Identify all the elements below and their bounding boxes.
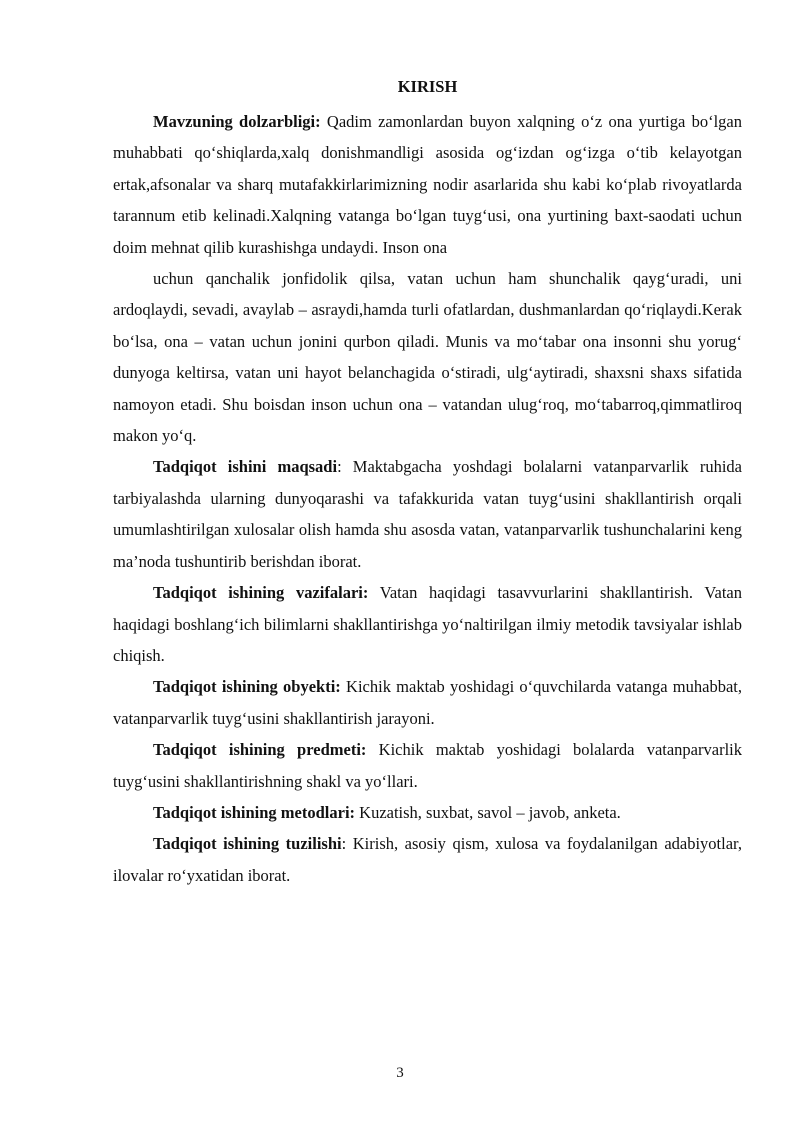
paragraph-text: : Kirish, asosiy qism, xulosa va foydalanilgan adabiyotlar, ilovalar ro‘yxatidan iborat.	[113, 834, 742, 885]
paragraph-subject	[113, 734, 742, 797]
paragraph-lead: Tadqiqot ishining obyekti:	[153, 677, 341, 697]
paragraph-relevance	[113, 106, 742, 263]
paragraph-methods	[113, 797, 742, 828]
page-number: 3	[396, 1065, 404, 1081]
paragraph-text: : Maktabgacha yoshdagi bolalarni vatanparvarlik ruhida tarbiyalashda ularning dunyoqarashi va tafakkurida vatan tuyg‘usini shakllantirish orqali umumlashtirilgan xulosalar olish hamda shu asosda vatan, vatanparvarlik tushunchalarini keng ma’noda tushuntirib berishdan iborat.	[113, 457, 742, 571]
paragraph-lead: Tadqiqot ishining predmeti:	[153, 740, 367, 760]
paragraph-lead: Mavzuning dolzarbligi:	[153, 112, 321, 131]
paragraph-text: Vatan haqidagi tasavvurlarini shakllantirish. Vatan haqidagi boshlang‘ich bilimlarni shakllantirishga yo‘naltirilgan ilmiy metodik tavsiyalar ishlab chiqish.	[113, 583, 742, 665]
paragraph-object	[113, 671, 742, 734]
paragraph-goal	[113, 451, 742, 577]
paragraph-text: Kuzatish, suxbat, savol – javob, anketa.	[355, 802, 621, 822]
paragraph-tasks	[113, 577, 742, 671]
paragraph-lead: Tadqiqot ishining tuzilishi	[153, 834, 342, 854]
paragraph-lead: Tadqiqot ishining metodlari:	[153, 802, 356, 822]
paragraph-continuation	[113, 263, 742, 451]
page-title: KIRISH	[397, 77, 458, 96]
paragraph-structure	[113, 828, 742, 891]
paragraph-text: Kichik maktab yoshidagi bolalarda vatanparvarlik tuyg‘usini shakllantirishning shakl va yo‘llari.	[113, 740, 742, 791]
document-page	[113, 76, 742, 891]
paragraph-text: Qadim zamonlardan buyon xalqning o‘z ona yurtiga bo‘lgan muhabbati qo‘shiqlarda,xalq donishmandligi asosida og‘izdan og‘izga o‘tib kelayotgan ertak,afsonalar va sharq mutafakkirlarimizning nodir asarlarida shu kabi ko‘plab rivoyatlarda tarannum etib kelinadi.Xalqning vatanga bo‘lgan tuyg‘usi, ona yurtining baxt-saodati uchun doim mehnat qilib kurashishga undaydi. Inson ona	[113, 112, 742, 257]
paragraph-lead: Tadqiqot ishini maqsadi	[153, 457, 338, 477]
paragraph-text: Kichik maktab yoshidagi o‘quvchilarda vatanga muhabbat, vatanparvarlik tuyg‘usini shakllantirish jarayoni.	[113, 677, 742, 728]
paragraph-lead: Tadqiqot ishining vazifalari:	[153, 583, 369, 603]
paragraph-text: uchun qanchalik jonfidolik qilsa, vatan uchun ham shunchalik qayg‘uradi, uni ardoqlaydi, sevadi, avaylab – asraydi,hamda turli ofatlardan, dushmanlardan qo‘riqlaydi.Kerak bo‘lsa, ona – vatan uchun jonini qurbon qiladi. Munis va mo‘tabar ona insonni shu yorug‘ dunyoga keltirsa, vatan uni hayot belanchagida o‘stiradi, ulg‘aytiradi, shaxsni shaxs sifatida namoyon etadi. Shu boisdan inson uchun ona – vatandan ulug‘roq, mo‘tabarroq,qimmatliroq makon yo‘q.	[113, 269, 742, 446]
